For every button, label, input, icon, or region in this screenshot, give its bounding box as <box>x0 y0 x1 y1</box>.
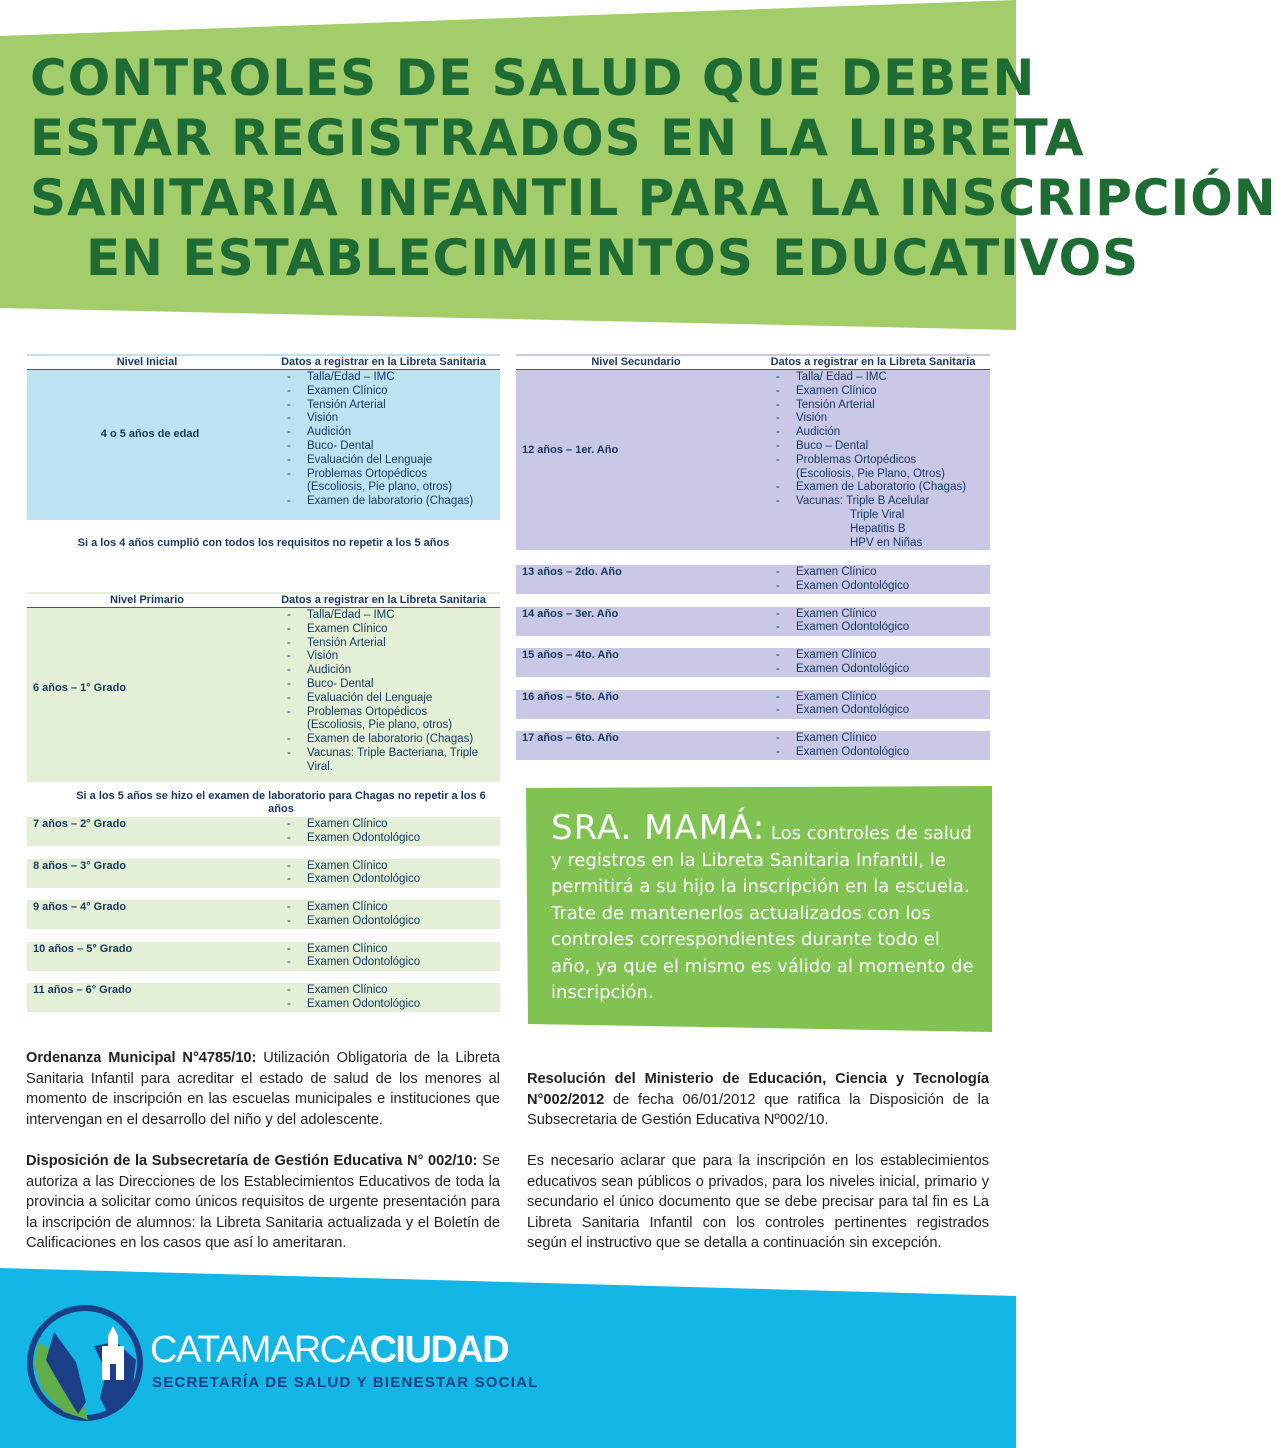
checklist-item: - Evaluación del Lenguaje <box>267 454 500 468</box>
brand-name <box>150 1328 508 1372</box>
age-label: 9 años – 4° Grado <box>33 901 127 913</box>
table-row <box>27 370 500 520</box>
ordenanza-paragraph <box>26 1048 500 1130</box>
checklist <box>267 860 500 888</box>
checklist-item: - Talla/Edad – IMC <box>267 609 500 623</box>
checklist-item: (Escoliosis, Pie plano, otros) <box>307 481 453 494</box>
resolucion-title: Resolución del Ministerio de Educación, Ciencia y Tecnología N°002/2012 <box>527 1071 989 1108</box>
checklist-item: - Audición <box>756 426 990 440</box>
table-row <box>516 565 990 594</box>
checklist-item: - Talla/ Edad – IMC <box>756 371 990 385</box>
checklist-item: - Examen Clínico <box>267 984 500 998</box>
checklist-item: - Problemas Ortopédicos <box>756 454 990 468</box>
checklist-item: (Escoliosis, Pie plano, otros) <box>307 719 453 732</box>
header-level: Nivel Primario <box>110 594 184 606</box>
resolucion-text: de fecha 06/01/2012 que ratifica la Disposición de la Subsecretaria de Gestión Educativa Nº002/10. <box>527 1091 989 1128</box>
ordenanza-text: Utilización Obligatoria de la Libreta Sanitaria Infantil para acreditar el estado de salud de los menores al momento de inscripción en las escuelas municipales e instituciones que intervengan en el desarrollo del niño y del adolescente. <box>26 1050 500 1128</box>
header-data: Datos a registrar en la Libreta Sanitaria <box>281 356 486 368</box>
checklist-item: Hepatitis B <box>850 522 906 535</box>
brand-part-a: CATAMARCA <box>150 1329 370 1371</box>
table-row <box>516 731 990 760</box>
table-row <box>516 648 990 677</box>
checklist <box>756 649 990 677</box>
title-line: EN ESTABLECIMIENTOS EDUCATIVOS <box>86 229 1140 287</box>
table-header <box>516 356 990 370</box>
mama-message <box>551 808 981 1007</box>
table-row <box>27 983 500 1012</box>
age-label: 11 años – 6° Grado <box>33 984 132 996</box>
checklist-item: - Examen Clínico <box>267 860 500 874</box>
checklist-item: - Examen de Laboratorio (Chagas) <box>756 481 990 495</box>
header-data: Datos a registrar en la Libreta Sanitaria <box>281 594 486 606</box>
checklist-item: - Examen Clínico <box>267 385 500 399</box>
checklist-item: - Visión <box>267 412 500 426</box>
checklist <box>267 901 500 929</box>
note-inicial: Si a los 4 años cumplió con todos los requisitos no repetir a los 5 años <box>77 537 450 549</box>
checklist <box>756 691 990 719</box>
table-header <box>27 356 500 370</box>
resolucion-paragraph <box>527 1069 989 1131</box>
checklist-item: (Escoliosis, Pie Plano, Otros) <box>796 467 945 480</box>
age-label: 8 años – 3° Grado <box>33 859 127 872</box>
checklist-item: - Examen Odontológico <box>756 580 990 594</box>
disposicion-paragraph <box>26 1151 500 1254</box>
age-label: 10 años – 5° Grado <box>33 942 133 955</box>
checklist-item: Viral. <box>307 760 333 773</box>
checklist <box>267 371 500 520</box>
checklist-item: - Examen Odontológico <box>267 873 500 887</box>
checklist <box>756 608 990 636</box>
checklist-item: - Talla/Edad – IMC <box>267 371 500 385</box>
checklist-item: - Vacunas: Triple Bacteriana, Triple <box>267 747 500 761</box>
checklist-item: - Visión <box>267 650 500 664</box>
table-row <box>27 817 500 846</box>
checklist-item: - Examen Clínico <box>756 691 990 705</box>
age-label: 17 años – 6to. Año <box>522 732 619 744</box>
checklist-item: - Examen Clínico <box>756 649 990 663</box>
checklist <box>267 609 500 782</box>
age-label: 16 años – 5to. Año <box>522 690 619 703</box>
checklist <box>267 943 500 971</box>
title-line: ESTAR REGISTRADOS EN LA LIBRETA <box>30 109 1085 167</box>
checklist <box>267 984 500 1012</box>
page-title <box>30 48 1277 288</box>
checklist-item: - Examen Odontológico <box>267 832 500 846</box>
disposicion-text: Se autoriza a las Direcciones de los Establecimientos Educativos de toda la provincia a solicitar como únicos requisitos de urgente presentación para la inscripción de alumnos: la Libreta Sanitaria actualizada y el Boletín de Calificaciones en los casos que así lo ameritaran. <box>26 1153 500 1251</box>
table-nivel-inicial <box>27 354 500 520</box>
checklist-item: - Examen Clínico <box>267 943 500 957</box>
aclaracion-paragraph: Es necesario aclarar que para la inscripción en los establecimientos educativos sean públicos o privados, para los niveles inicial, primario y secundario el único documento que se debe precisar para tal fin es La Libreta Sanitaria Infantil con los controles pertinentes registrados según el instructivo que se detalla a continuación sin excepción. <box>527 1153 989 1251</box>
checklist-item: Triple Viral <box>850 508 905 521</box>
checklist <box>756 732 990 760</box>
mama-text: Los controles de salud y registros en la Libreta Sanitaria Infantil, le permitirá a su hijo la inscripción en la escuela. Trate de mantenerlos actualizados con los controles correspondientes durante todo el año, ya que el mismo es válido al momento de inscripción. <box>551 823 974 1003</box>
checklist-item: - Examen Odontológico <box>267 956 500 970</box>
ordenanza-title: Ordenanza Municipal N°4785/10: <box>26 1050 257 1066</box>
checklist <box>756 566 990 594</box>
table-row <box>27 942 500 971</box>
checklist-item: - Audición <box>267 664 500 678</box>
checklist <box>756 371 990 550</box>
checklist-item: - Examen Clínico <box>756 385 990 399</box>
checklist-item: - Examen Clínico <box>267 901 500 915</box>
checklist-item: - Buco- Dental <box>267 678 500 692</box>
checklist-item: - Examen Odontológico <box>756 746 990 760</box>
table-header <box>27 594 500 608</box>
title-line: SANITARIA INFANTIL PARA LA INSCRIPCIÓN <box>30 169 1277 227</box>
age-label: 4 o 5 años de edad <box>100 427 200 440</box>
age-label: 7 años – 2° Grado <box>33 818 127 830</box>
note-primario: Si a los 5 años se hizo el examen de laboratorio para Chagas no repetir a los 6 años <box>76 790 486 815</box>
table-row <box>516 690 990 719</box>
checklist-item: - Examen de laboratorio (Chagas) <box>267 733 500 747</box>
age-label: 6 años – 1° Grado <box>33 681 127 694</box>
checklist-item: - Visión <box>756 412 990 426</box>
table-row <box>516 607 990 636</box>
checklist-item: - Vacunas: Triple B Acelular <box>756 495 990 509</box>
checklist-item: - Examen Clínico <box>756 566 990 580</box>
checklist-item: - Examen Clínico <box>267 818 500 832</box>
age-label: 14 años – 3er. Año <box>522 607 619 620</box>
checklist-item: - Tensión Arterial <box>267 637 500 651</box>
checklist-item: - Examen Clínico <box>756 608 990 622</box>
table-row <box>27 608 500 782</box>
checklist-item: - Examen Odontológico <box>756 704 990 718</box>
checklist-item: - Tensión Arterial <box>267 399 500 413</box>
age-label: 15 años – 4to. Año <box>522 649 619 661</box>
table-nivel-secundario <box>516 354 990 550</box>
checklist-item: - Examen Odontológico <box>267 998 500 1012</box>
checklist-item: - Buco- Dental <box>267 440 500 454</box>
checklist-item: - Examen Odontológico <box>756 663 990 677</box>
header-data: Datos a registrar en la Libreta Sanitaria <box>770 356 976 368</box>
checklist-item: - Examen Clínico <box>267 623 500 637</box>
checklist-item: - Tensión Arterial <box>756 399 990 413</box>
header-level: Nivel Inicial <box>116 356 178 368</box>
age-label: 13 años – 2do. Año <box>522 566 622 578</box>
brand-subtitle: SECRETARÍA DE SALUD Y BIENESTAR SOCIAL <box>152 1374 539 1391</box>
table-row <box>27 859 500 888</box>
checklist-item: - Problemas Ortopédicos <box>267 706 500 720</box>
checklist-item: - Problemas Ortopédicos <box>267 468 500 482</box>
checklist <box>267 818 500 846</box>
checklist-item: - Examen Odontológico <box>756 621 990 635</box>
table-row <box>27 900 500 929</box>
mama-lead: SRA. MAMÁ: <box>551 808 766 848</box>
checklist-item: - Evaluación del Lenguaje <box>267 692 500 706</box>
table-row <box>516 370 990 550</box>
checklist-item: - Examen de laboratorio (Chagas) <box>267 495 500 509</box>
disposicion-title: Disposición de la Subsecretaría de Gestión Educativa N° 002/10: <box>26 1153 478 1169</box>
checklist-item: HPV en Niñas <box>850 536 923 549</box>
header-level: Nivel Secundario <box>591 356 681 368</box>
brand-part-b: CIUDAD <box>369 1329 509 1371</box>
age-label: 12 años – 1er. Año <box>522 443 619 456</box>
checklist-item: - Examen Clínico <box>756 732 990 746</box>
checklist-item: - Audición <box>267 426 500 440</box>
catamarca-logo-icon <box>24 1302 146 1424</box>
checklist-item: - Buco – Dental <box>756 440 990 454</box>
checklist-item: - Examen Odontológico <box>267 915 500 929</box>
table-nivel-primario <box>27 592 500 782</box>
title-line: CONTROLES DE SALUD QUE DEBEN <box>30 49 1036 107</box>
